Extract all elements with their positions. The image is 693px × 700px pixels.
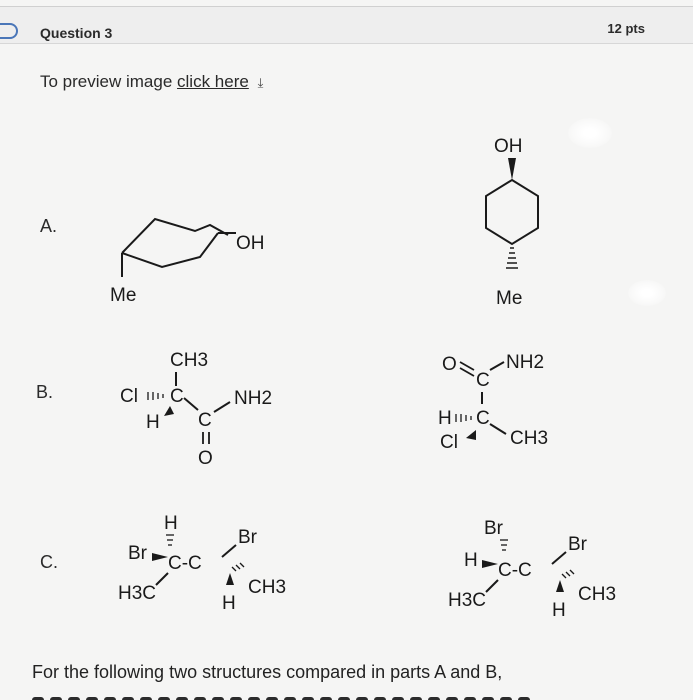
- a-left-oh: OH: [236, 233, 265, 254]
- structure-c-right: [440, 510, 640, 625]
- question-header: [0, 6, 693, 44]
- question-title: Question 3: [40, 25, 113, 41]
- c-right-br1: Br: [484, 518, 503, 539]
- question-flag-icon[interactable]: [0, 23, 18, 39]
- screen-glare: [568, 118, 612, 148]
- a-right-me: Me: [496, 288, 523, 309]
- structure-c-left: [110, 505, 310, 620]
- structure-b-left: [112, 340, 302, 470]
- a-left-me: Me: [110, 285, 137, 306]
- c-right-h2: H: [552, 600, 566, 621]
- c-right-c-chain: C-C: [498, 560, 532, 581]
- clipped-text-line: [32, 690, 552, 700]
- c-left-br2: Br: [238, 527, 257, 548]
- b-right-h: H: [438, 408, 452, 429]
- b-left-c2: C: [198, 410, 212, 431]
- question-prompt: For the following two structures compared in parts A and B,: [32, 662, 503, 682]
- c-right-h1: H: [464, 550, 478, 571]
- points-value: 12 pts: [607, 21, 645, 36]
- part-c-label: C.: [40, 552, 58, 572]
- screen-glare: [628, 280, 666, 306]
- c-left-c-chain: C-C: [168, 553, 202, 574]
- b-right-o: O: [442, 354, 457, 375]
- b-right-cl: Cl: [440, 432, 458, 453]
- part-a-label: A.: [40, 216, 58, 236]
- c-left-h3c: H3C: [118, 583, 157, 604]
- b-right-c1: C: [476, 370, 490, 391]
- c-left-h2: H: [222, 593, 236, 614]
- download-icon[interactable]: ⤓: [257, 75, 264, 90]
- preview-text: To preview image: [40, 72, 173, 91]
- b-left-ch3: CH3: [170, 350, 209, 371]
- preview-line: [40, 72, 263, 92]
- structure-a-left: [100, 205, 290, 310]
- preview-link[interactable]: click here: [177, 72, 249, 91]
- structure-a-right: [470, 130, 560, 310]
- b-left-o: O: [198, 448, 213, 469]
- b-left-c1: C: [170, 386, 184, 407]
- structure-b-right: [430, 340, 590, 470]
- c-left-h: H: [164, 513, 178, 534]
- b-right-c2: C: [476, 408, 490, 429]
- b-right-nh2: NH2: [506, 352, 545, 373]
- b-left-h: H: [146, 412, 160, 433]
- c-left-br1: Br: [128, 543, 147, 564]
- b-right-ch3: CH3: [510, 428, 549, 449]
- c-right-br2: Br: [568, 534, 587, 555]
- b-left-cl: Cl: [120, 386, 138, 407]
- a-right-oh: OH: [494, 136, 523, 157]
- c-left-ch3: CH3: [248, 577, 287, 598]
- c-right-ch3: CH3: [578, 584, 617, 605]
- b-left-nh2: NH2: [234, 388, 273, 409]
- part-b-label: B.: [36, 382, 54, 402]
- c-right-h3c: H3C: [448, 590, 487, 611]
